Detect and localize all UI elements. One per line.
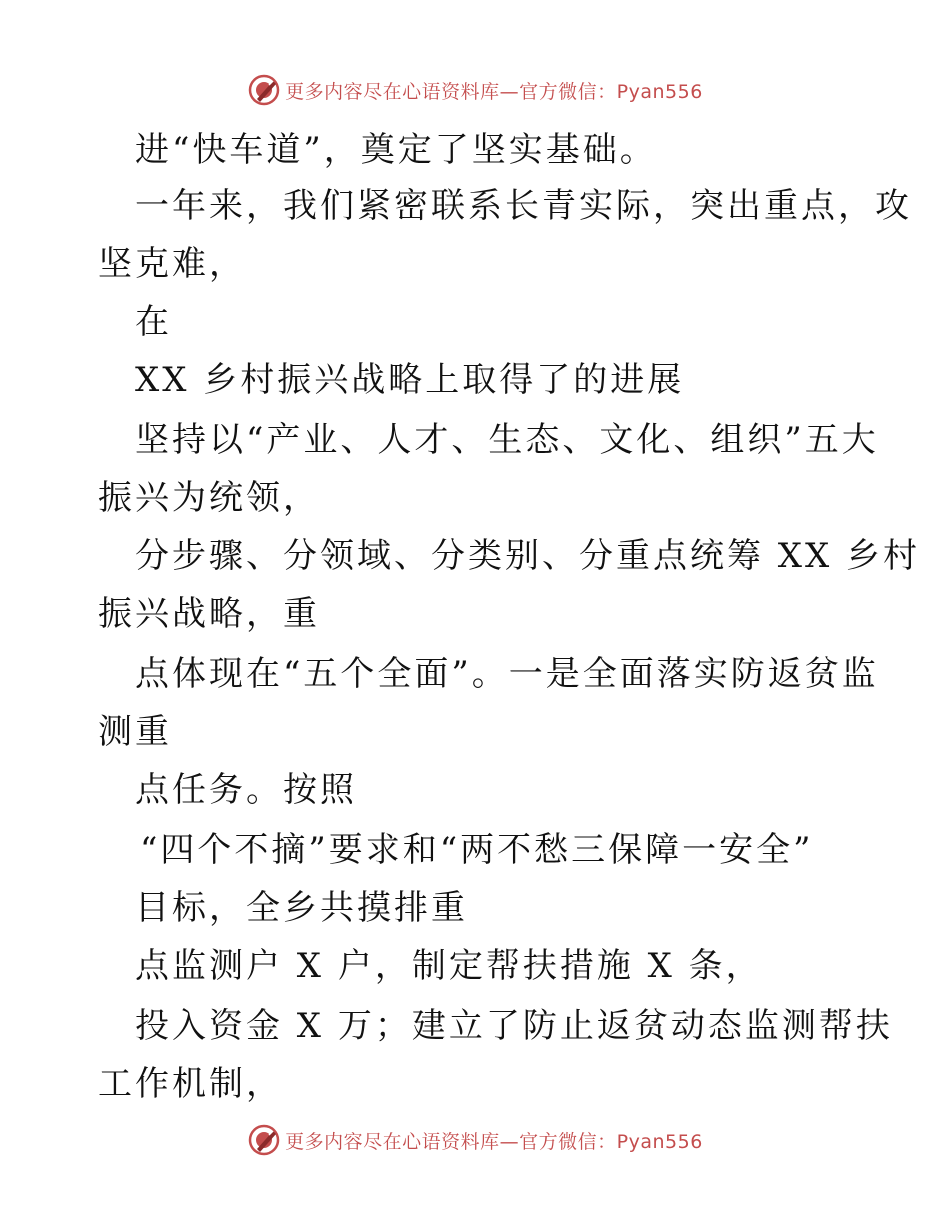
text-line: 振兴战略，重 (98, 594, 320, 634)
text-line: 振兴为统领， (98, 478, 320, 518)
footer-banner-text: 更多内容尽在心语资料库—官方微信：Pyan556 (285, 1130, 703, 1153)
text-line: 点任务。按照 (135, 770, 357, 810)
text-line: 坚克难， (98, 244, 246, 284)
text-line: 一年来，我们紧密联系长青实际，突出重点，攻 (135, 186, 912, 226)
text-line: 工作机制， (98, 1064, 283, 1104)
text-line: 点体现在“五个全面”。一是全面落实防返贫监 (135, 654, 879, 694)
text-line: 测重 (98, 712, 172, 752)
text-line: 坚持以“产业、人才、生态、文化、组织”五大 (135, 420, 879, 460)
text-line: XX 乡村振兴战略上取得了的进展 (135, 360, 685, 400)
text-line: 进“快车道”，奠定了坚实基础。 (135, 130, 657, 170)
text-line: 点监测户 X 户，制定帮扶措施 X 条， (135, 946, 763, 986)
text-line: 投入资金 X 万；建立了防止返贫动态监测帮扶 (135, 1006, 893, 1046)
text-line: “四个不摘”要求和“两不愁三保障一安全” (140, 830, 814, 870)
footer-banner (0, 1120, 950, 1160)
text-line: 分步骤、分领域、分类别、分重点统筹 XX 乡村 (135, 536, 921, 576)
text-line: 在 (135, 302, 172, 342)
text-line: 目标，全乡共摸排重 (135, 888, 468, 928)
pen-seal-icon (247, 1123, 281, 1157)
header-banner-text: 更多内容尽在心语资料库—官方微信：Pyan556 (285, 80, 703, 103)
